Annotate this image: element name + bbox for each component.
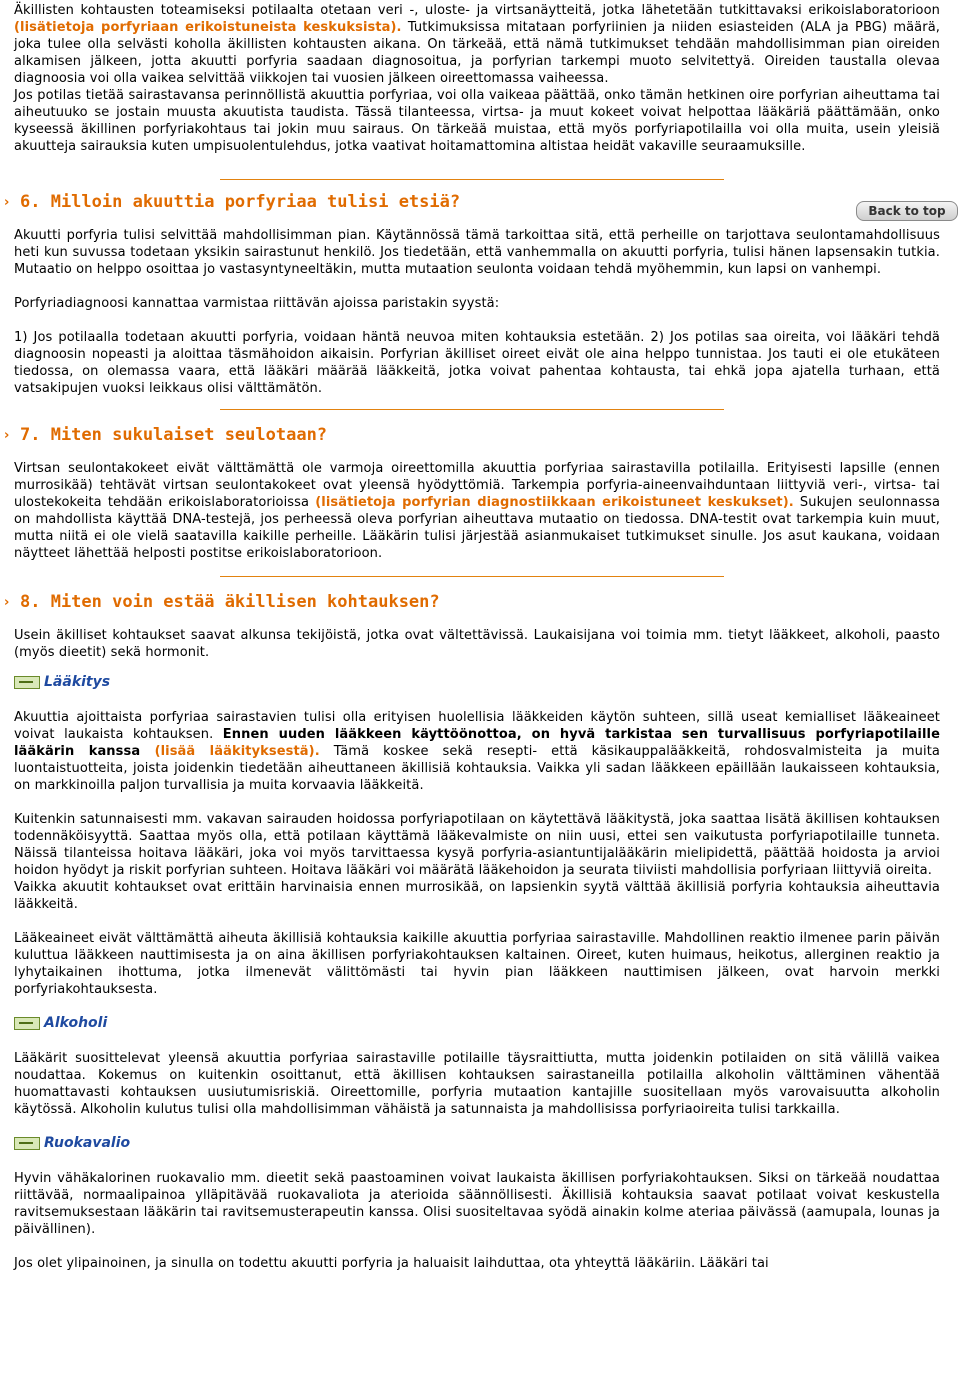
pill-icon bbox=[14, 676, 40, 689]
intro-paragraph-2: Jos potilas tietää sairastavansa perinnöllistä akuuttia porfyriaa, voi olla vaikeaa päättää, onko tämän hetkinen oire porfyrian aiheuttama tai aiheutuuko se jostain muusta akuutista taudista. Tässä tilanteessa, virtsa- ja muut kokeet voivat helpottaa lääkäriä päättämään, onko kyseessä äkillinen porfyriakohtaus tai jokin muu sairaus. On tärkeää muistaa, että myös porfyriapotilailla voi olla muita, usein yleisiä akuutteja sairauksia kuten umpisuolentulehdus, jotka vaativat hoitamattomina altistaa heidät vakaville seuraamuksille. bbox=[14, 88, 940, 154]
subsection-diet: Ruokavalio bbox=[14, 1128, 940, 1158]
pill-icon bbox=[14, 1017, 40, 1030]
back-to-top-button[interactable]: Back to top bbox=[856, 201, 958, 221]
section-7-heading: › 7. Miten sukulaiset seulotaan? bbox=[4, 425, 328, 445]
chevron-right-icon: › bbox=[4, 194, 10, 210]
divider bbox=[220, 179, 724, 180]
diet-paragraph-1: Hyvin vähäkalorinen ruokavalio mm. dieetit sekä paastoaminen voivat laukaista äkillisen porfyriakohtauksen. Siksi on tärkeää noudattaa riittävää, normaalipainoa ylläpitävää ruokavaliota ja aterioida säännöllisesti. Äkillisiä kohtauksia saavat potilaat voivat keskustella ravitsemuksestaan lääkärin tai ravitsemusterapeutin kanssa. Olisi suositeltavaa syödä ainakin kolme ateriaa päivässä (aamupala, lounas ja päivällinen). bbox=[14, 1171, 940, 1237]
divider bbox=[220, 576, 724, 577]
subsection-medication: Lääkitys bbox=[14, 667, 940, 697]
diagnostics-link[interactable]: (lisätietoja porfyrian diagnostiikkaan erikoistuneet keskukset). bbox=[315, 495, 794, 510]
s6-paragraph-2: Porfyriadiagnoosi kannattaa varmistaa riittävän ajoissa paristakin syystä: bbox=[14, 296, 500, 311]
s7-paragraph-1: Virtsan seulontakokeet eivät välttämättä ole varmoja oireettomilla akuuttia porfyriaa sairastavilla potilailla. Erityisesti lapsille (ennen murrosikää) tehtävät virtsan seulontakokeet ovat yleensä hyödyttömiä. Tarkempia porfyria-aineenvaihduntaan liittyviä veri-, virtsa- tai ulostekokeita tehdään erikoislaboratorioissa (lisätietoja porfyrian diagnostiikkaan erikoistuneet keskukset). Sukujen seulonnassa on mahdollista käyttää DNA-testejä, jos perheessä oleva porfyrian aiheuttava mutaatio on tiedossa. DNA-testit ovat tarkempia kuin muut, mutta niitä ei ole vielä saatavilla kaikille perheille. Lääkärin tulisi järjestää asianmukaiset tutkimukset sinulle. Jos asut kaukana, voidaan näytteet lähettää helposti postitse erikoislaboratorioon. bbox=[14, 461, 941, 561]
section-6-heading: › 6. Milloin akuuttia porfyriaa tulisi etsiä? bbox=[4, 192, 461, 212]
s6-paragraph-1: Akuutti porfyria tulisi selvittää mahdollisimman pian. Käytännössä tämä tarkoittaa sitä, että perheille on tarjottava seulontamahdollisuus heti kun suvussa todetaan yksikin sairastunut henkilö. Jos tiedetään, että vanhemmalla on akuutti porfyria, tulisi hänen lapsensakin tutkia. Mutaatio on helppo osoittaa jo vastasyntyneeltäkin, mutta mutaation seulonta voidaan tehdä myöhemmin, kun lapsi on vanhempi. bbox=[14, 228, 940, 277]
s8-paragraph-1: Usein äkilliset kohtaukset saavat alkunsa tekijöistä, jotka ovat vältettävissä. Laukaisijana voi toimia mm. tietyt lääkkeet, alkoholi, paasto (myös dieetit) sekä hormonit. bbox=[14, 628, 940, 660]
intro-paragraph-1: Äkillisten kohtausten toteamiseksi potilaalta otetaan veri -, uloste- ja virtsanäytteitä, jotka lähetetään tutkittavaksi erikoislaboratorioon (lisätietoja porfyriaan erikoistuneista keskuksista). Tutkimuksissa mitataan porfyriinien ja niiden esiasteiden (ALA ja PBG) määrä, joka tulee olla selvästi koholla äkillisten kohtausten aikana. On tärkeää, että nämä tutkimukset tehdään mahdollisimman pian oireiden alkamisen jälkeen, jotta akuutti porfyria saadaan diagnosoitua, ja porfyrian tarkempi muoto selvitettyä. Oireiden taustalla olevaa diagnoosia voi olla vaikea selvittää viikkojen tai vuosien jälkeen oireettomassa vaiheessa. bbox=[14, 3, 940, 86]
s6-paragraph-3: 1) Jos potilaalla todetaan akuutti porfyria, voidaan häntä neuvoa miten kohtauksia estetään. 2) Jos potilas saa oireita, voi lääkäri tehdä diagnoosin nopeasti ja aloittaa täsmähoidon aikaisin. Porfyrian äkilliset oireet eivät ole aina helppo tunnistaa. Jos tauti ei ole etukäteen tiedossa, on olemassa vaara, että lääkäri määrää lääkkeitä, jotka voivat pahentaa kohtausta, tai ehkä jopa ajatella turhaan, että vatsakipujen vuoksi leikkaus olisi välttämätön. bbox=[14, 330, 940, 396]
meds-paragraph-4: Lääkeaineet eivät välttämättä aiheuta äkillisiä kohtauksia kaikille akuuttia porfyriaa sairastaville. Mahdollinen reaktio ilmenee parin päivän kuluttua lääkkeen nauttimisesta ja on aina äkillisen porfyriakohtauksen kaltainen. Oireet, kuten huimaus, heikotus, allerginen reaktio ja lyhytaikainen ihottuma, jotka ilmenevät välittömästi tai hyvin pian lääkkeen nauttimisen jälkeen, ovat harvoin merkki porfyriakohtauksesta. bbox=[14, 931, 940, 997]
chevron-right-icon: › bbox=[4, 427, 10, 443]
divider bbox=[220, 409, 724, 410]
meds-paragraph-1: Akuuttia ajoittaista porfyriaa sairastavien tulisi olla erityisen huolellisia lääkkeiden käytön suhteen, sillä useat kemialliset lääkeaineet voivat laukaista kohtauksen. Ennen uuden lääkkeen käyttöönottoa, on hyvä tarkistaa sen turvallisuus porfyriapotilaille lääkärin kanssa (lisää lääkityksestä). Tämä koskee sekä resepti- että käsikauppalääkkeitä, rohdosvalmisteita ja muita luontaistuotteita, joista joidenkin tiedetään aiheuttaneen äkillisiä kohtauksia. Vaikka yli sadan lääkkeen epäillään laukaisseen kohtauksia, on markkinoilla paljon turvallisia ja muita korvaavia lääkkeitä. bbox=[14, 710, 940, 793]
medication-link[interactable]: (lisää lääkityksestä). bbox=[140, 744, 320, 759]
centers-link[interactable]: (lisätietoja porfyriaan erikoistuneista keskuksista). bbox=[14, 20, 402, 35]
alcohol-paragraph-1: Lääkärit suosittelevat yleensä akuuttia porfyriaa sairastaville potilaille täysraittiutta, mutta joidenkin potilaiden on sitä välillä vaikea noudattaa. Kokemus on kuitenkin osoittanut, että äkillisen kohtauksen sairastaneilla potilailla alkoholin välttäminen vähentää huomattavasti kohtauksen uusiutumisriskiä. Oireettomille, porfyria mutaation kantajille suositellaan myös varovaisuutta alkoholin käytössä. Alkoholin kulutus tulisi olla mahdollisimman vähäistä ja satunnaista ja mahdollisissa porfyriaoireita tulisi tarkkailla. bbox=[14, 1051, 940, 1117]
meds-paragraph-3: Vaikka akuutit kohtaukset ovat erittäin harvinaisia ennen murrosikää, on lapsienkin syytä välttää äkillisiä porfyria kohtauksia aiheuttavia lääkkeitä. bbox=[14, 880, 940, 912]
pill-icon bbox=[14, 1137, 40, 1150]
diet-paragraph-2: Jos olet ylipainoinen, ja sinulla on todettu akuutti porfyria ja haluaisit laihduttaa, ota yhteyttä lääkäriin. Lääkäri tai bbox=[14, 1256, 769, 1271]
chevron-right-icon: › bbox=[4, 594, 10, 610]
meds-paragraph-2: Kuitenkin satunnaisesti mm. vakavan sairauden hoidossa porfyriapotilaan on käytettävä lääkitystä, joka saattaa lisätä äkillisen kohtauksen todennäköisyyttä. Saattaa myös olla, että potilaan käyttämä lääkevalmiste on niin uusi, ettei sen vaikutusta porfyriapotilaille tunneta. Näissä tilanteissa hoitava lääkäri, joka voi myös tarvittaessa kysyä porfyria-asiantuntijalääkärin mielipidettä, päättää hoidosta ja arvioi hoidon hyödyt ja riskit porfyrian suhteen. Hoitava lääkäri voi määrätä lääkehoidon ja seurata tiiviisti mahdollisia porfyriaan liittyviä oireita. bbox=[14, 812, 940, 878]
document-page bbox=[4, 0, 941, 1272]
subsection-alcohol: Alkoholi bbox=[14, 1008, 940, 1038]
section-8-heading: › 8. Miten voin estää äkillisen kohtauksen? bbox=[4, 592, 440, 612]
